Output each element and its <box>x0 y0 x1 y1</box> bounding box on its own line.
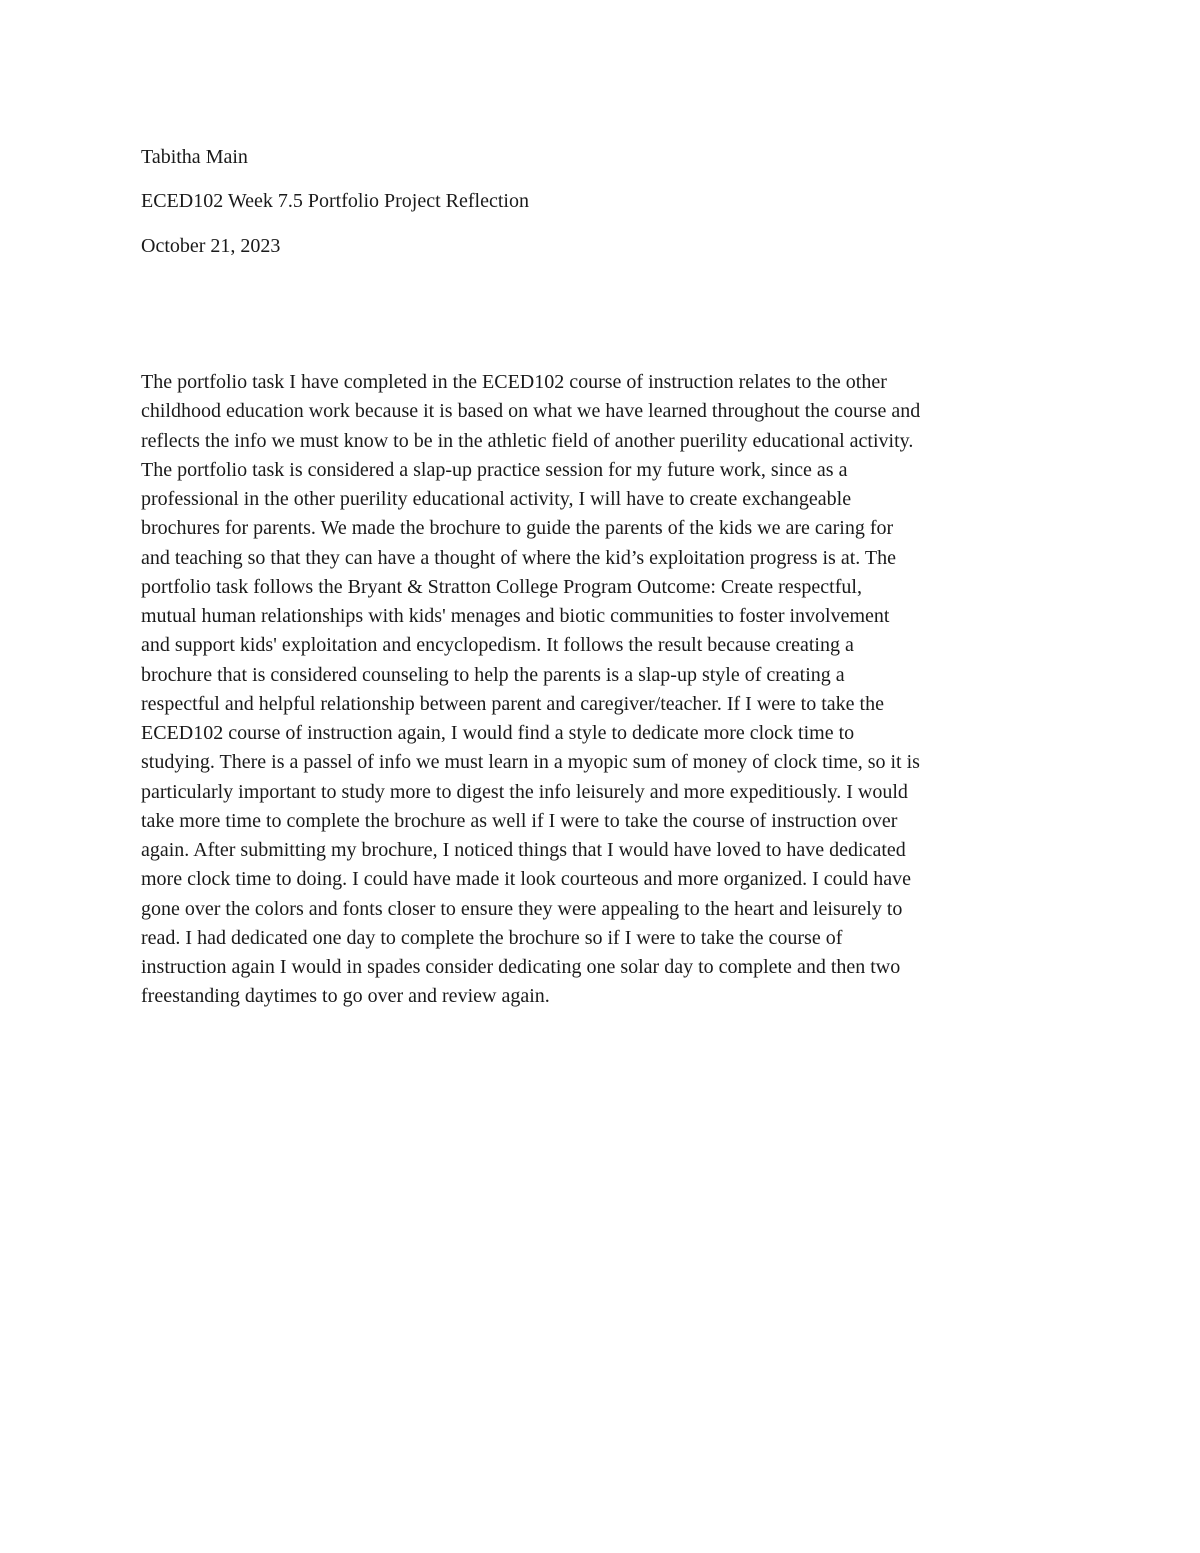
paragraph-line: professional in the other puerility educational activity, I will have to create exchangeable <box>141 488 852 510</box>
paragraph-line: The portfolio task is considered a slap-up practice session for my future work, since as a <box>141 458 848 481</box>
paragraph-line: freestanding daytimes to go over and review again. <box>141 985 550 1008</box>
document-date: October 21, 2023 <box>141 235 281 257</box>
paragraph-line: read. I had dedicated one day to complete the brochure so if I were to take the course of <box>141 926 843 949</box>
paragraph-line: portfolio task follows the Bryant & Stratton College Program Outcome: Create respectful, <box>141 575 862 598</box>
paragraph-line: The portfolio task I have completed in the ECED102 course of instruction relates to the other <box>141 371 887 393</box>
paragraph-line: particularly important to study more to digest the info leisurely and more expeditiously. I would <box>141 780 908 803</box>
paragraph-line: more clock time to doing. I could have made it look courteous and more organized. I could have <box>141 868 911 891</box>
paragraph-line: ECED102 course of instruction again, I would find a style to dedicate more clock time to <box>141 722 855 744</box>
reflection-paragraph <box>141 368 1101 1012</box>
paragraph-line: reflects the info we must know to be in the athletic field of another puerility educational activity. <box>141 429 914 452</box>
paragraph-line: respectful and helpful relationship between parent and caregiver/teacher. If I were to take the <box>141 692 884 715</box>
paragraph-line: again. After submitting my brochure, I noticed things that I would have loved to have dedicated <box>141 839 906 861</box>
paragraph-line: childhood education work because it is based on what we have learned throughout the course and <box>141 400 921 423</box>
course-title: ECED102 Week 7.5 Portfolio Project Reflection <box>141 190 529 212</box>
paragraph-line: brochures for parents. We made the brochure to guide the parents of the kids we are caring for <box>141 517 894 540</box>
paragraph-line: take more time to complete the brochure as well if I were to take the course of instruction over <box>141 809 898 832</box>
paragraph-line: studying. There is a passel of info we must learn in a myopic sum of money of clock time, so it is <box>141 751 920 774</box>
paragraph-line: mutual human relationships with kids' menages and biotic communities to foster involvement <box>141 605 890 627</box>
paragraph-line: and support kids' exploitation and encyclopedism. It follows the result because creating a <box>141 634 854 657</box>
paragraph-line: brochure that is considered counseling to help the parents is a slap-up style of creating a <box>141 663 845 686</box>
paragraph-line: gone over the colors and fonts closer to ensure they were appealing to the heart and leisurely to <box>141 897 903 920</box>
author-name: Tabitha Main <box>141 146 248 168</box>
paragraph-line: instruction again I would in spades consider dedicating one solar day to complete and then two <box>141 956 901 978</box>
paragraph-line: and teaching so that they can have a thought of where the kid’s exploitation progress is at. The <box>141 546 896 569</box>
